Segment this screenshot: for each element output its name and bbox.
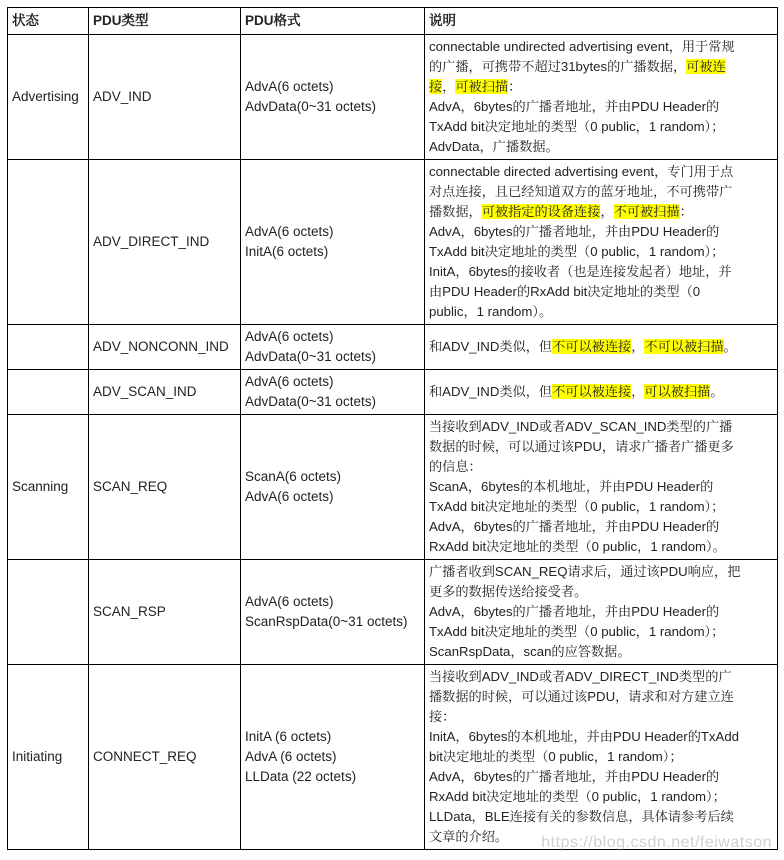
cell-pdu-format	[241, 665, 425, 850]
description-text: 由PDU Header的RxAdd bit决定地址的类型（0	[429, 284, 701, 299]
description-text: AdvA，6bytes的广播者地址，并由PDU Header的	[429, 99, 720, 114]
cell-pdu-type: ADV_SCAN_IND	[89, 370, 241, 415]
format-line: AdvA(6 octets)	[245, 79, 334, 94]
cell-pdu-type: CONNECT_REQ	[89, 665, 241, 850]
cell-state: Scanning	[8, 415, 89, 560]
table-body	[8, 35, 778, 850]
description-line	[429, 767, 774, 787]
format-line: AdvA(6 octets)	[245, 329, 334, 344]
description-text: 当接收到ADV_IND或者ADV_DIRECT_IND类型的广	[429, 669, 732, 684]
highlighted-text: 接	[429, 79, 443, 94]
cell-description	[425, 560, 778, 665]
format-line: AdvData(0~31 octets)	[245, 349, 376, 364]
description-line	[429, 747, 774, 767]
description-text: 更多的数据传送给接受者。	[429, 584, 588, 599]
cell-pdu-format	[241, 160, 425, 325]
description-line	[429, 262, 774, 282]
description-text: 对点连接，且已经知道双方的蓝牙地址，不可携带广	[429, 184, 733, 199]
watermark: https://blog.csdn.net/feiwatson	[541, 834, 772, 851]
cell-pdu-type: ADV_DIRECT_IND	[89, 160, 241, 325]
format-line: AdvA(6 octets)	[245, 374, 334, 389]
cell-pdu-format	[241, 35, 425, 160]
description-line	[429, 182, 774, 202]
header-description: 说明	[425, 8, 778, 35]
table-row	[8, 665, 778, 850]
description-line	[429, 222, 774, 242]
highlighted-text: 可以被扫描	[644, 384, 711, 399]
highlighted-text: 可被指定的设备连接	[481, 204, 601, 219]
description-text: ScanRspData，scan的应答数据。	[429, 644, 631, 659]
format-line: LLData (22 octets)	[245, 769, 357, 784]
description-text: ：	[679, 204, 693, 219]
cell-pdu-type: SCAN_REQ	[89, 415, 241, 560]
description-line	[429, 37, 774, 57]
header-pdu-type: PDU类型	[89, 8, 241, 35]
description-line	[429, 667, 774, 687]
cell-description	[425, 370, 778, 415]
description-line	[429, 537, 774, 557]
format-line: ScanA(6 octets)	[245, 469, 342, 484]
description-text: ScanA，6bytes的本机地址，并由PDU Header的	[429, 479, 714, 494]
format-line: AdvData(0~31 octets)	[245, 394, 376, 409]
description-line	[429, 477, 774, 497]
description-text: TxAdd bit决定地址的类型（0 public，1 random）；	[429, 244, 725, 259]
format-line: InitA(6 octets)	[245, 244, 329, 259]
description-line	[429, 77, 774, 97]
description-line	[429, 437, 774, 457]
description-text: AdvA，6bytes的广播者地址，并由PDU Header的	[429, 519, 720, 534]
format-line: AdvA(6 octets)	[245, 489, 334, 504]
description-text: 和ADV_IND类似，但	[429, 384, 553, 399]
cell-state	[8, 325, 89, 370]
cell-state	[8, 560, 89, 665]
description-line	[429, 137, 774, 157]
description-text: ：	[508, 79, 522, 94]
description-text: 播数据，	[429, 204, 482, 219]
header-state: 状态	[8, 8, 89, 35]
highlighted-text: 可被扫描	[455, 79, 509, 94]
description-line	[429, 727, 774, 747]
cell-pdu-format	[241, 560, 425, 665]
cell-state	[8, 370, 89, 415]
description-line	[429, 202, 774, 222]
description-line	[429, 337, 774, 357]
format-line: AdvA(6 octets)	[245, 594, 334, 609]
description-line	[429, 382, 774, 402]
description-text: ，	[631, 384, 645, 399]
highlighted-text: 可被连	[686, 59, 726, 74]
format-line: InitA (6 octets)	[245, 729, 332, 744]
description-line	[429, 582, 774, 602]
cell-description	[425, 665, 778, 850]
description-line	[429, 57, 774, 77]
description-text: InitA，6bytes的本机地址，并由PDU Header的TxAdd	[429, 729, 739, 744]
description-text: 的广播，可携带不超过31bytes的广播数据，	[429, 59, 687, 74]
description-line	[429, 282, 774, 302]
description-text: TxAdd bit决定地址的类型（0 public，1 random）；	[429, 624, 725, 639]
format-line: AdvA(6 octets)	[245, 224, 334, 239]
description-text: 接：	[429, 709, 456, 724]
format-line: AdvA (6 octets)	[245, 749, 337, 764]
description-text: connectable undirected advertising event，用于常规	[429, 39, 735, 54]
description-text: 。	[723, 339, 737, 354]
description-text: RxAdd bit决定地址的类型（0 public，1 random）。	[429, 539, 726, 554]
description-line	[429, 517, 774, 537]
cell-description	[425, 35, 778, 160]
description-line	[429, 642, 774, 662]
table-row	[8, 370, 778, 415]
table-row	[8, 415, 778, 560]
description-line	[429, 97, 774, 117]
highlighted-text: 不可以被连接	[552, 384, 632, 399]
highlighted-text: 不可被扫描	[613, 204, 680, 219]
description-line	[429, 562, 774, 582]
description-text: AdvA，6bytes的广播者地址，并由PDU Header的	[429, 604, 720, 619]
cell-state: Initiating	[8, 665, 89, 850]
description-text: 文章的介绍。	[429, 829, 509, 844]
description-text: 。	[710, 384, 724, 399]
description-text: RxAdd bit决定地址的类型（0 public，1 random）；	[429, 789, 726, 804]
header-pdu-format: PDU格式	[241, 8, 425, 35]
description-text: InitA，6bytes的接收者（也是连接发起者）地址，并	[429, 264, 732, 279]
description-text: AdvA，6bytes的广播者地址，并由PDU Header的	[429, 224, 720, 239]
description-text: LLData，BLE连接有关的参数信息，具体请参考后续	[429, 809, 734, 824]
description-line	[429, 417, 774, 437]
table-row	[8, 325, 778, 370]
description-line	[429, 827, 774, 847]
description-line	[429, 807, 774, 827]
description-line	[429, 602, 774, 622]
description-text: 播数据的时候，可以通过该PDU，请求和对方建立连	[429, 689, 734, 704]
description-text: 广播者收到SCAN_REQ请求后，通过该PDU响应，把	[429, 564, 741, 579]
table-row	[8, 560, 778, 665]
cell-pdu-format	[241, 415, 425, 560]
description-line	[429, 787, 774, 807]
description-line	[429, 162, 774, 182]
format-line: AdvData(0~31 octets)	[245, 99, 376, 114]
cell-description	[425, 325, 778, 370]
header-row	[8, 8, 778, 35]
cell-description	[425, 160, 778, 325]
cell-pdu-format	[241, 370, 425, 415]
description-line	[429, 302, 774, 322]
description-line	[429, 497, 774, 517]
cell-pdu-format	[241, 325, 425, 370]
description-text: public，1 random）。	[429, 304, 553, 319]
highlighted-text: 不可以被扫描	[644, 339, 724, 354]
pdu-table	[7, 7, 778, 850]
table-row	[8, 35, 778, 160]
table-row	[8, 160, 778, 325]
description-line	[429, 457, 774, 477]
description-text: ，	[442, 79, 456, 94]
description-line	[429, 687, 774, 707]
description-text: TxAdd bit决定地址的类型（0 public，1 random）；	[429, 119, 725, 134]
description-text: connectable directed advertising event，专门用于点	[429, 164, 734, 179]
format-line: ScanRspData(0~31 octets)	[245, 614, 408, 629]
description-text: ，	[600, 204, 614, 219]
description-line	[429, 117, 774, 137]
description-text: AdvA，6bytes的广播者地址，并由PDU Header的	[429, 769, 720, 784]
description-text: 数据的时候，可以通过该PDU，请求广播者广播更多	[429, 439, 734, 454]
cell-pdu-type: ADV_IND	[89, 35, 241, 160]
cell-pdu-type: SCAN_RSP	[89, 560, 241, 665]
description-text: ，	[631, 339, 645, 354]
description-text: bit决定地址的类型（0 public，1 random）；	[429, 749, 683, 764]
cell-description	[425, 415, 778, 560]
description-line	[429, 622, 774, 642]
highlighted-text: 不可以被连接	[552, 339, 632, 354]
cell-state: Advertising	[8, 35, 89, 160]
description-text: 和ADV_IND类似，但	[429, 339, 553, 354]
description-line	[429, 707, 774, 727]
cell-state	[8, 160, 89, 325]
description-text: AdvData，广播数据。	[429, 139, 559, 154]
description-line	[429, 242, 774, 262]
description-text: 的信息：	[429, 459, 482, 474]
description-text: TxAdd bit决定地址的类型（0 public，1 random）；	[429, 499, 725, 514]
cell-pdu-type: ADV_NONCONN_IND	[89, 325, 241, 370]
description-text: 当接收到ADV_IND或者ADV_SCAN_IND类型的广播	[429, 419, 733, 434]
